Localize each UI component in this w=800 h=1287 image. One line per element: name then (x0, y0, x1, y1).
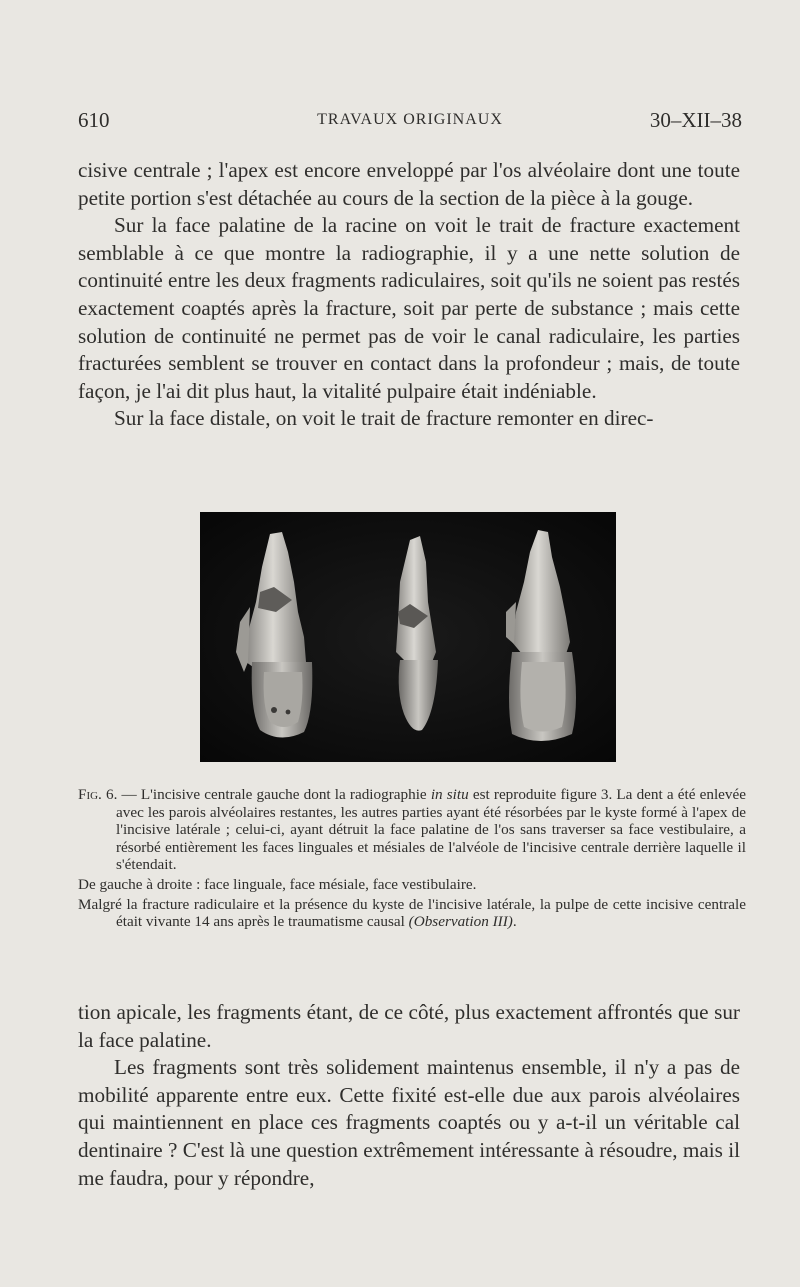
figure-photograph (200, 512, 616, 762)
teeth-photo (200, 512, 616, 762)
page-number: 610 (78, 108, 110, 132)
paragraph: tion apicale, les fragments étant, de ce côté, plus exactement affrontés que sur la face palatine. (78, 1000, 740, 1052)
paragraph: Les fragments sont très solidement maintenus ensemble, il n'y a pas de mobilité apparente entre eux. Cette fixité est-elle due aux parois alvéolaires qui maintiennent en place ces fragments coaptés ou y a-t-il un véritable cal dentinaire ? C'est là une question extrêmement intéressante à résoudre, mais il me faudra, pour y répondre, (78, 1055, 740, 1190)
caption-paragraph: Fig. 6. — L'incisive centrale gauche dont la radiographie in situ est reproduite figure 3. La dent a été enlevée avec les parois alvéolaires restantes, les autres parties ayant été résorbées par le kyste formé à l'apex de l'incisive latérale ; celui-ci, ayant détruit la face palatine de l'os sans traverser sa face vestibulaire, a résorbé entièrement les faces linguales et mésiales de l'alvéole de l'incisive centrale derrière laquelle il s'étendait. (78, 786, 746, 874)
body-text-top (78, 157, 740, 433)
running-head-title: TRAVAUX ORIGINAUX (317, 111, 503, 128)
paragraph: cisive centrale ; l'apex est encore enveloppé par l'os alvéolaire dont une toute petite portion s'est détachée au cours de la section de la pièce à la gouge. (78, 158, 740, 210)
paragraph: Sur la face distale, on voit le trait de fracture remonter en direc- (114, 406, 654, 431)
figure-caption (78, 786, 746, 933)
figure-label: Fig. 6. (78, 786, 118, 803)
running-header (78, 108, 742, 136)
paragraph: Sur la face palatine de la racine on voit le trait de fracture exactement semblable à ce que montre la radiographie, il y a une nette solution de continuité entre les deux fragments radiculaires, soit qu'ils ne soient pas restés exactement coaptés après la fracture, soit par perte de substance ; mais cette solution de continuité ne permet pas de voir le canal radiculaire, les parties fracturées semblent se trouver en contact dans la profondeur ; mais, de toute façon, je l'ai dit plus haut, la vitalité pulpaire était indéniable. (78, 213, 740, 403)
issue-date: 30–XII–38 (649, 108, 742, 132)
caption-paragraph: De gauche à droite : face linguale, face mésiale, face vestibulaire. (78, 875, 477, 893)
body-text-bottom (78, 999, 740, 1192)
caption-paragraph: Malgré la fracture radiculaire et la présence du kyste de l'incisive latérale, la pulpe de cette incisive centrale était vivante 14 ans après le traumatisme causal (Observation III). (78, 895, 746, 931)
